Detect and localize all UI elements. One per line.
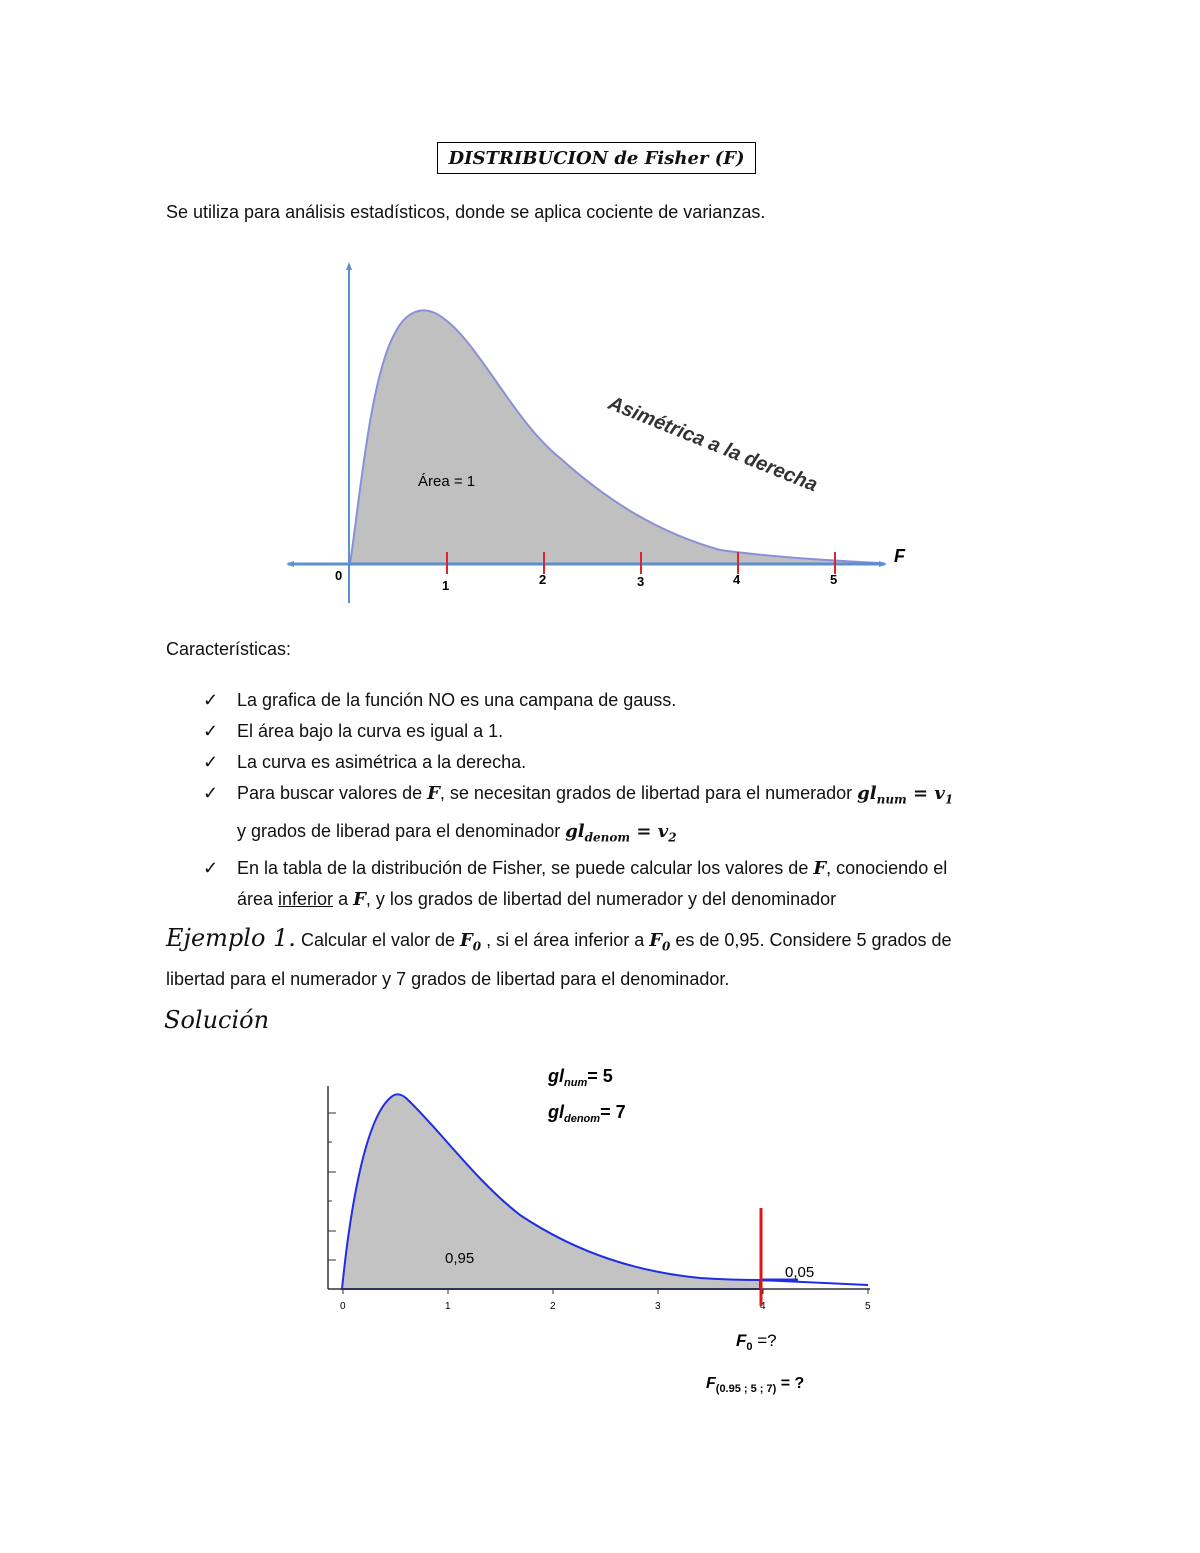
tick-label: 0 bbox=[335, 568, 343, 583]
tick-label: 1 bbox=[442, 578, 450, 593]
tick-label: 3 bbox=[655, 1301, 661, 1312]
list-item: ✓ La curva es asimétrica a la derecha. bbox=[203, 747, 1063, 778]
list-item: ✓ En la tabla de la distribución de Fisher, se puede calcular los valores de F, conociendo el área inferior a F, y los grados de libertad del numerador y del denominador bbox=[203, 853, 1063, 915]
intro-text: Se utiliza para análisis estadísticos, donde se aplica cociente de varianzas. bbox=[166, 202, 766, 222]
list-item: ✓ Para buscar valores de F, se necesitan grados de libertad para el numerador $gl_{num} = v_1$ y grados de liberad para el denominador $gl_{denom} = v_2$ bbox=[203, 778, 1063, 853]
tick-label: 0 bbox=[340, 1301, 346, 1312]
checkmark-icon: ✓ bbox=[203, 858, 219, 879]
characteristics-list bbox=[203, 685, 1063, 915]
distribution-area bbox=[350, 310, 880, 564]
area-label: Área = 1 bbox=[418, 473, 476, 490]
checkmark-icon: ✓ bbox=[203, 721, 219, 741]
example-label: Ejemplo 1. bbox=[166, 924, 296, 952]
page-title: DISTRIBUCION de Fisher (F) bbox=[437, 142, 756, 174]
list-item: ✓ La grafica de la función NO es una campana de gauss. bbox=[203, 685, 1063, 716]
example-distribution-figure bbox=[310, 1060, 890, 1420]
gl-num-label: $gl_{num}= 5$ bbox=[548, 1066, 613, 1089]
tick-label: 2 bbox=[539, 572, 547, 587]
characteristics-heading: Características: bbox=[166, 639, 292, 659]
fisher-distribution-figure bbox=[280, 258, 920, 610]
gl-denom-label: $gl_{denom}= 7$ bbox=[548, 1102, 626, 1125]
checkmark-icon: ✓ bbox=[203, 752, 219, 772]
solution-heading: Solución bbox=[164, 1006, 270, 1034]
checkmark-icon: ✓ bbox=[203, 690, 219, 710]
tick-label: 3 bbox=[637, 574, 645, 589]
area-right-label: 0,05 bbox=[785, 1264, 815, 1281]
list-item: ✓ El área bajo la curva es igual a 1. bbox=[203, 716, 1063, 747]
tick-label: 5 bbox=[865, 1301, 871, 1312]
checkmark-icon: ✓ bbox=[203, 783, 219, 803]
skew-label: Asimétrica a la derecha bbox=[605, 392, 821, 497]
tick-label: 5 bbox=[830, 572, 838, 587]
f-expression: $F_{(0.95 ; 5 ; 7)}$ = ? bbox=[706, 1375, 805, 1395]
tick-label: 4 bbox=[733, 572, 741, 587]
tick-label: 2 bbox=[550, 1301, 556, 1312]
area-left-label: 0,95 bbox=[445, 1250, 475, 1267]
tick-label: 4 bbox=[760, 1301, 766, 1312]
area-lower bbox=[342, 1094, 760, 1289]
axis-label-f: F bbox=[894, 546, 905, 566]
example-paragraph: Ejemplo 1. Calcular el valor de $F_0$ , si el área inferior a $F_0$ es de 0,95. Considere 5 grados de libertad para el numerador y 7 grados de libertad para el denominador. bbox=[166, 924, 952, 989]
tick-label: 1 bbox=[445, 1301, 451, 1312]
f0-question: $F_0$ =? bbox=[736, 1331, 777, 1353]
